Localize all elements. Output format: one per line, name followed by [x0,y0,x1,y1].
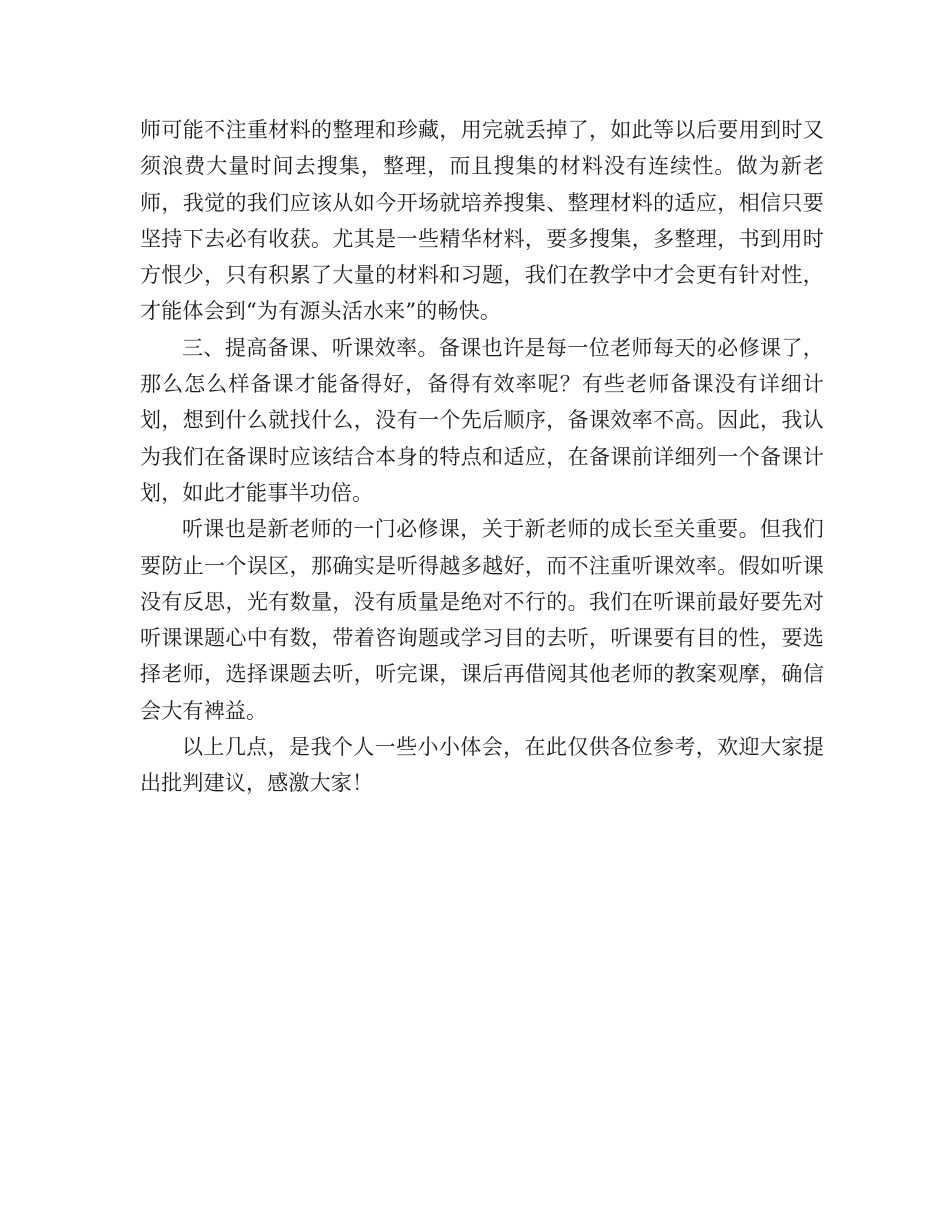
paragraph-class-observation: 听课也是新老师的一门必修课，关于新老师的成长至关重要。但我们要防止一个误区，那确实是听得越多越好，而不注重听课效率。假如听课没有反思，光有数量，没有质量是绝对不行的。我们在听课前最好要先对听课课题心中有数，带着咨询题或学习目的去听，听课要有目的性，要选择老师，选择课题去听，听完课，课后再借阅其他老师的教案观摩，确信会大有裨益。 [140,517,824,723]
document-body [140,112,824,802]
paragraph-closing: 以上几点，是我个人一些小小体会，在此仅供各位参考，欢迎大家提出批判建议，感激大家！ [140,735,824,796]
paragraph-continuation: 师可能不注重材料的整理和珍藏，用完就丢掉了，如此等以后要用到时又须浪费大量时间去搜集，整理，而且搜集的材料没有连续性。做为新老师，我觉的我们应该从如今开场就培养搜集、整理材料的适应，相信只要坚持下去必有收获。尤其是一些精华材料，要多搜集，多整理，书到用时方恨少，只有积累了大量的材料和习题，我们在教学中才会更有针对性，才能体会到“为有源头活水来”的畅快。 [140,118,824,324]
paragraph-lesson-efficiency: 三、提高备课、听课效率。备课也许是每一位老师每天的必修课了，那么怎么样备课才能备得好，备得有效率呢？有些老师备课没有详细计划，想到什么就找什么，没有一个先后顺序，备课效率不高。因此，我认为我们在备课时应该结合本身的特点和适应，在备课前详细列一个备课计划，如此才能事半功倍。 [140,335,824,505]
